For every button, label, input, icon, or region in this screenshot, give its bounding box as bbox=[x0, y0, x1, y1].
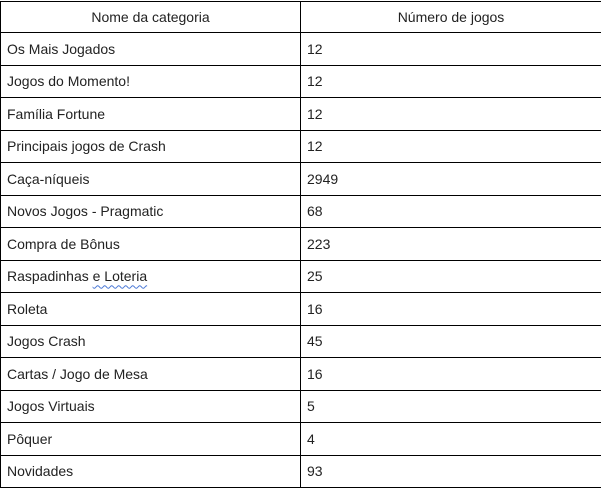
category-name-cell: Pôquer bbox=[1, 423, 301, 456]
table-row bbox=[1, 260, 601, 293]
game-count-cell: 4 bbox=[301, 423, 601, 456]
game-count-cell: 16 bbox=[301, 293, 601, 326]
table-row bbox=[1, 163, 601, 196]
category-name-part: Raspadinhas bbox=[7, 268, 93, 285]
table-row bbox=[1, 33, 601, 66]
table-row bbox=[1, 98, 601, 131]
category-name-cell: Jogos Crash bbox=[1, 325, 301, 358]
game-count-cell: 12 bbox=[301, 65, 601, 98]
table-row bbox=[1, 455, 601, 488]
game-count-cell: 25 bbox=[301, 260, 601, 293]
header-category-name: Nome da categoria bbox=[1, 2, 301, 33]
category-name-cell: Jogos Virtuais bbox=[1, 390, 301, 423]
table-row bbox=[1, 390, 601, 423]
category-name-cell: Roleta bbox=[1, 293, 301, 326]
category-name-cell bbox=[1, 260, 301, 293]
category-name-cell: Novos Jogos - Pragmatic bbox=[1, 195, 301, 228]
game-count-cell: 12 bbox=[301, 33, 601, 66]
category-name-cell: Família Fortune bbox=[1, 98, 301, 131]
category-name-cell: Compra de Bônus bbox=[1, 228, 301, 261]
table-row bbox=[1, 293, 601, 326]
game-count-cell: 12 bbox=[301, 130, 601, 163]
table-row bbox=[1, 65, 601, 98]
spellcheck-flagged-text[interactable]: e Loteria bbox=[92, 268, 148, 285]
game-count-cell: 45 bbox=[301, 325, 601, 358]
category-name-cell: Os Mais Jogados bbox=[1, 33, 301, 66]
category-name-cell: Novidades bbox=[1, 455, 301, 488]
game-count-cell: 16 bbox=[301, 358, 601, 391]
table-row bbox=[1, 195, 601, 228]
game-count-cell: 68 bbox=[301, 195, 601, 228]
table-row bbox=[1, 325, 601, 358]
table-row bbox=[1, 358, 601, 391]
table-row bbox=[1, 228, 601, 261]
header-game-count: Número de jogos bbox=[301, 2, 601, 33]
category-name-cell: Jogos do Momento! bbox=[1, 65, 301, 98]
category-table bbox=[0, 1, 601, 488]
game-count-cell: 93 bbox=[301, 455, 601, 488]
table-header-row bbox=[1, 2, 601, 33]
category-name-cell: Principais jogos de Crash bbox=[1, 130, 301, 163]
table-row bbox=[1, 130, 601, 163]
game-count-cell: 5 bbox=[301, 390, 601, 423]
game-count-cell: 2949 bbox=[301, 163, 601, 196]
table-row bbox=[1, 423, 601, 456]
category-name-cell: Cartas / Jogo de Mesa bbox=[1, 358, 301, 391]
game-count-cell: 12 bbox=[301, 98, 601, 131]
category-name-cell: Caça-níqueis bbox=[1, 163, 301, 196]
game-count-cell: 223 bbox=[301, 228, 601, 261]
